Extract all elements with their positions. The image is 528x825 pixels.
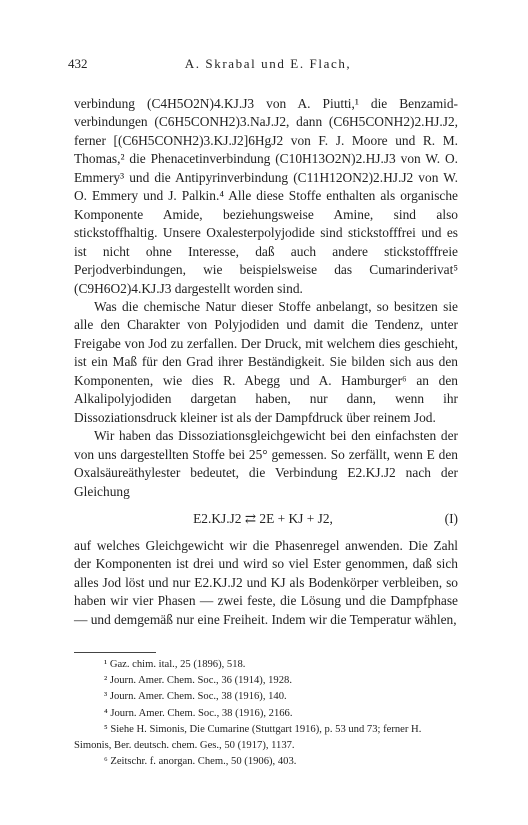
paragraph-3-text: Wir haben das Dissoziationsgleichgewicht bei den einfachsten der von uns dargestellten Stoffe bei 25° gemessen. So zerfällt, wenn E den Oxalsäureäthylester bedeutet, die Verbindung E2.KJ.J2 nach der Gleichung bbox=[74, 428, 458, 499]
footnote-3: ³ Journ. Amer. Chem. Soc., 38 (1916), 140. bbox=[104, 691, 287, 703]
footnotes bbox=[74, 657, 458, 770]
equation-formula: E2.KJ.J2 ⇄ 2E + KJ + J2, bbox=[193, 510, 333, 526]
paragraph-4 bbox=[74, 537, 458, 629]
equation-1 bbox=[74, 501, 458, 537]
page-header bbox=[68, 56, 468, 76]
paragraph-2-text: Was die chemische Natur dieser Stoffe anbelangt, so besitzen sie alle den Charakter von Polyjodiden und damit die Tendenz, unter Freigabe von Jod zu zerfallen. Der Druck, mit welchem dies geschieht, ist ein Maß für den Grad ihrer Beständigkeit. Sie bilden sich aus den Komponenten, wie dies R. Abegg und A. Hamburger⁶ an den Alkalipolyjodiden dargetan haben, nur dann, wenn ihr Dissoziationsdruck kleiner ist als der Dampfdruck über reinem Jod. bbox=[74, 298, 458, 425]
paragraph-3 bbox=[74, 427, 458, 501]
footnote-1: ¹ Gaz. chim. ital., 25 (1896), 518. bbox=[104, 659, 246, 670]
paragraph-4-text: auf welches Gleichgewicht wir die Phasenregel anwenden. Die Zahl der Komponenten ist drei und wird so viel Ester genommen, daß sich alles Jod löst und nur E2.KJ.J2 und KJ als Bodenkörper verbleiben, so haben wir vier Phasen — zwei feste, die Lösung und die Dampfphase — und demgemäß nur eine Freiheit. Indem wir die Temperatur wählen, bbox=[74, 537, 458, 627]
running-title: A. Skrabal und E. Flach, bbox=[184, 56, 352, 71]
footnote-2: ² Journ. Amer. Chem. Soc., 36 (1914), 1928. bbox=[104, 675, 292, 687]
footnote-6: ⁶ Zeitschr. f. anorgan. Chem., 50 (1906), 403. bbox=[104, 756, 297, 768]
footnote-5: ⁵ Siehe H. Simonis, Die Cumarine (Stuttgart 1916), p. 53 und 73; ferner H. Simonis, Ber. deutsch. chem. Ges., 50 (1917), 1137. bbox=[74, 723, 422, 752]
footnote-4: ⁴ Journ. Amer. Chem. Soc., 38 (1916), 2166. bbox=[104, 707, 293, 719]
body-text bbox=[74, 95, 458, 629]
paragraph-1 bbox=[74, 95, 458, 298]
equation-number: (I) bbox=[444, 510, 458, 526]
paragraph-1-text: verbindung (C4H5O2N)4.KJ.J3 von A. Piutti,¹ die Benzamid-verbindungen (C6H5CONH2)3.NaJ.J2, dann (C6H5CONH2)2.HJ.J2, ferner [(C6H5CONH2)3.KJ.J2]6HgJ2 von F. J. Moore und R. M. Thomas,² die Phenacetinverbindung (C10H13O2N)2.HJ.J3 von W. O. Emmery³ und die Antipyrinverbindung (C11H12ON2)2.HJ.J2 von W. O. Emmery und J. Palkin.⁴ Alle diese Stoffe enthalten als organische Komponente Amide, beziehungsweise Amine, sind also stickstoffhaltig. Unsere Oxalesterpolyjodide sind stickstofffrei und es ist nicht ohne Interesse, daß auch andere stickstofffreie Perjodverbindungen, wie beispielsweise das Cumarinderivat⁵ (C9H6O2)4.KJ.J3 dargestellt worden sind. bbox=[74, 96, 458, 296]
paragraph-2 bbox=[74, 298, 458, 427]
footnote-divider bbox=[74, 652, 156, 653]
page-number: 432 bbox=[68, 56, 88, 71]
